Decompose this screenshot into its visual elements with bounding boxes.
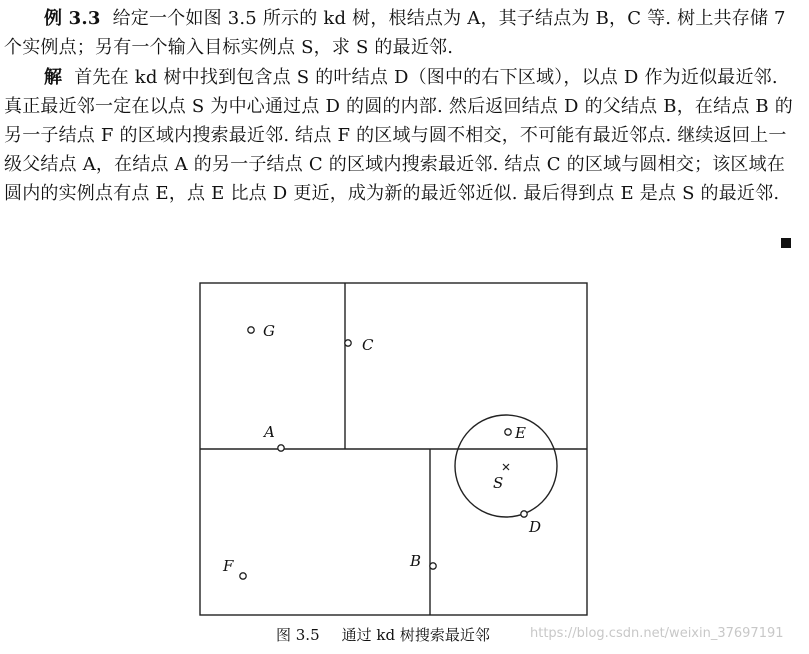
watermark-url: https://blog.csdn.net/weixin_37697191 xyxy=(530,626,784,641)
figure-caption-text: 通过 kd 树搜索最近邻 xyxy=(341,626,490,644)
figure-caption-number: 图 3.5 xyxy=(276,626,320,644)
point-d xyxy=(521,511,527,517)
point-g xyxy=(248,327,254,333)
label-b: B xyxy=(410,552,422,570)
figure-caption xyxy=(276,624,490,645)
label-d: D xyxy=(529,518,542,536)
label-c: C xyxy=(362,336,374,354)
point-f xyxy=(240,573,246,579)
target-point-s-cross-icon xyxy=(503,464,509,470)
label-e: E xyxy=(515,424,526,442)
example-label: 例 3.3 xyxy=(44,8,101,29)
solution-text: 首先在 kd 树中找到包含点 S 的叶结点 D（图中的右下区域），以点 D 作为近似最近邻. 真正最近邻一定在以点 S 为中心通过点 D 的圆的内部. 然后返回结点 D 的父结点 B，在结点 B 的另一子结点 F 的区域内搜索最近邻. 结点 F 的区域与圆不相交，不可能有最近邻点. 继续返回上一级父结点 A，在结点 A 的另一子结点 C 的区域内搜索最近邻. 结点 C 的区域与圆相交；该区域在圆内的实例点有点 E，点 E 比点 D 更近，成为新的最近邻近似. 最后得到点 E 是点 S 的最近邻. xyxy=(4,67,793,204)
label-s: S xyxy=(493,474,504,492)
point-a xyxy=(278,445,284,451)
point-b xyxy=(430,563,436,569)
example-text: 给定一个如图 3.5 所示的 kd 树，根结点为 A，其子结点为 B，C 等. 树上共存储 7 个实例点；另有一个输入目标实例点 S，求 S 的最近邻. xyxy=(4,8,786,58)
label-g: G xyxy=(263,322,275,340)
solution-label: 解 xyxy=(44,67,63,88)
point-c xyxy=(345,340,351,346)
label-f: F xyxy=(223,557,234,575)
point-e xyxy=(505,429,511,435)
label-a: A xyxy=(264,423,275,441)
